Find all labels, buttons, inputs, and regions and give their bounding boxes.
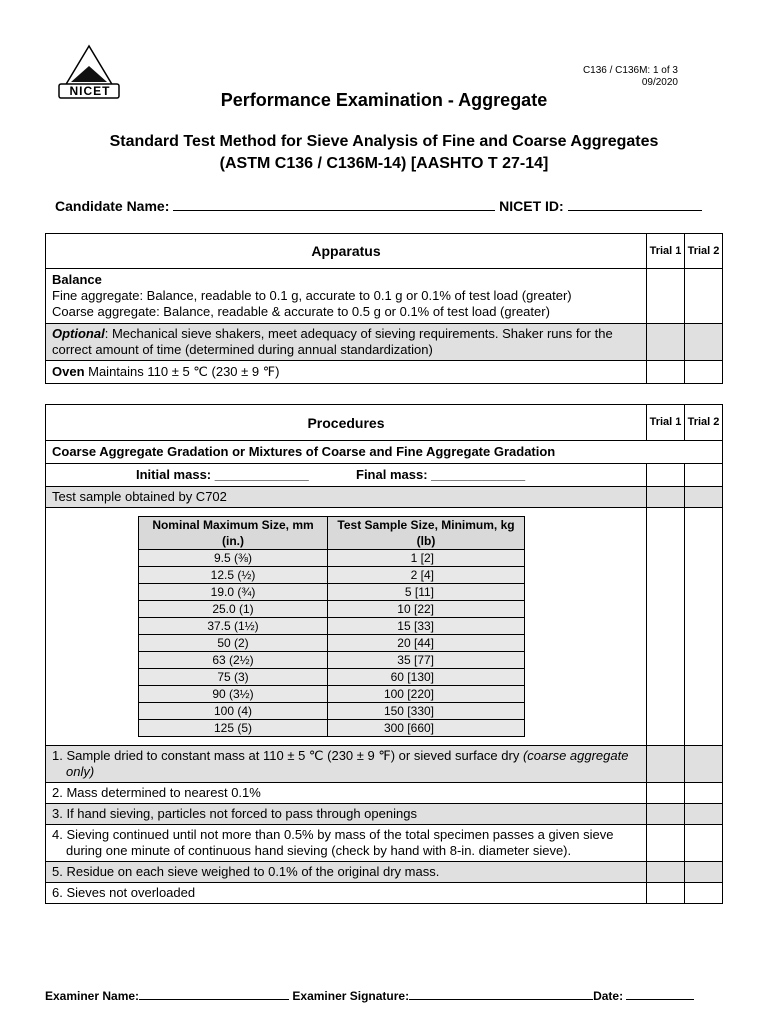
step-3-trial-2-check[interactable] <box>685 804 723 825</box>
step-4-row <box>46 825 723 862</box>
size-trial-2-check[interactable] <box>685 508 723 746</box>
sample-mass-cell: 2 [4] <box>328 567 525 584</box>
size-table-row <box>139 618 525 635</box>
nominal-size-cell: 125 (5) <box>139 720 328 737</box>
balance-trial-1-check[interactable] <box>647 269 685 324</box>
balance-title: Balance <box>52 272 102 287</box>
optional-row <box>46 324 723 361</box>
step-6-row <box>46 883 723 904</box>
sample-size-row <box>46 508 723 746</box>
trial-1-header: Trial 1 <box>647 234 685 269</box>
nominal-size-cell: 9.5 (⅜) <box>139 550 328 567</box>
candidate-name-field[interactable] <box>173 197 495 211</box>
trial-2-header: Trial 2 <box>685 405 723 441</box>
size-table-row <box>139 584 525 601</box>
final-mass-label: Final mass: _____________ <box>356 467 526 482</box>
mass-trial-1-check[interactable] <box>647 464 685 487</box>
size-table-row <box>139 686 525 703</box>
sample-mass-cell: 100 [220] <box>328 686 525 703</box>
examiner-footer <box>45 986 694 1003</box>
sample-size-table <box>138 516 525 737</box>
examiner-signature-label: Examiner Signature: <box>292 989 410 1003</box>
subtitle-line-2: (ASTM C136 / C136M-14) [AASHTO T 27-14] <box>219 155 549 172</box>
balance-fine: Fine aggregate: Balance, readable to 0.1 g, accurate to 0.1 g or 0.1% of test load (greater) <box>52 288 572 303</box>
mass-row <box>46 464 723 487</box>
size-table-row <box>139 669 525 686</box>
nominal-size-cell: 19.0 (¾) <box>139 584 328 601</box>
step-1-trial-1-check[interactable] <box>647 746 685 783</box>
size-trial-1-check[interactable] <box>647 508 685 746</box>
logo-text: NICET <box>69 84 111 98</box>
page-subtitle <box>0 131 768 175</box>
examiner-signature-field[interactable] <box>409 986 593 1000</box>
step-2-row <box>46 783 723 804</box>
procedures-heading: Procedures <box>46 405 647 441</box>
examiner-name-field[interactable] <box>139 986 289 1000</box>
nominal-size-cell: 75 (3) <box>139 669 328 686</box>
oven-trial-1-check[interactable] <box>647 361 685 384</box>
page-title: Performance Examination - Aggregate <box>220 90 548 110</box>
mass-col-header: Test Sample Size, Minimum, kg (lb) <box>328 517 525 550</box>
sample-mass-cell: 20 [44] <box>328 635 525 652</box>
step-1-trial-2-check[interactable] <box>685 746 723 783</box>
subtitle-line-1: Standard Test Method for Sieve Analysis of Fine and Coarse Aggregates <box>109 133 659 150</box>
step-3-trial-1-check[interactable] <box>647 804 685 825</box>
nominal-size-cell: 63 (2½) <box>139 652 328 669</box>
optional-trial-2-check[interactable] <box>685 324 723 361</box>
sample-mass-cell: 60 [130] <box>328 669 525 686</box>
step-5-trial-2-check[interactable] <box>685 862 723 883</box>
balance-trial-2-check[interactable] <box>685 269 723 324</box>
step-6-trial-1-check[interactable] <box>647 883 685 904</box>
size-col-header: Nominal Maximum Size, mm (in.) <box>139 517 328 550</box>
balance-coarse: Coarse aggregate: Balance, readable & accurate to 0.5 g or 0.1% of test load (greater) <box>52 304 550 319</box>
step-6-trial-2-check[interactable] <box>685 883 723 904</box>
step-1-row <box>46 746 723 783</box>
trial-2-header: Trial 2 <box>685 234 723 269</box>
step-1-note: (coarse aggregate only) <box>66 748 629 779</box>
oven-text: Maintains 110 ± 5 ℃ (230 ± 9 ℉) <box>84 364 280 379</box>
nominal-size-cell: 100 (4) <box>139 703 328 720</box>
size-table-row <box>139 601 525 618</box>
sample-trial-2-check[interactable] <box>685 487 723 508</box>
candidate-name-label: Candidate Name: <box>55 198 170 214</box>
step-4-text: 4. Sieving continued until not more than 0.5% by mass of the total specimen passes a given sieve during one minute of continuous hand sieving (check by hand with 8-in. diameter sieve). <box>46 825 647 862</box>
apparatus-table <box>45 233 723 384</box>
sample-mass-cell: 1 [2] <box>328 550 525 567</box>
step-3-text: 3. If hand sieving, particles not forced to pass through openings <box>46 804 647 825</box>
sample-mass-cell: 15 [33] <box>328 618 525 635</box>
step-2-trial-2-check[interactable] <box>685 783 723 804</box>
mass-trial-2-check[interactable] <box>685 464 723 487</box>
nominal-size-cell: 25.0 (1) <box>139 601 328 618</box>
balance-row <box>46 269 723 324</box>
step-5-trial-1-check[interactable] <box>647 862 685 883</box>
apparatus-heading: Apparatus <box>46 234 647 269</box>
initial-mass-label: Initial mass: _____________ <box>136 467 309 482</box>
section-title: Coarse Aggregate Gradation or Mixtures of Coarse and Fine Aggregate Gradation <box>46 441 723 464</box>
oven-trial-2-check[interactable] <box>685 361 723 384</box>
size-table-row <box>139 720 525 737</box>
sample-mass-cell: 300 [660] <box>328 720 525 737</box>
nicet-id-label: NICET ID: <box>499 198 564 214</box>
oven-label: Oven <box>52 364 85 379</box>
nominal-size-cell: 50 (2) <box>139 635 328 652</box>
nominal-size-cell: 90 (3½) <box>139 686 328 703</box>
size-table-row <box>139 652 525 669</box>
procedures-table <box>45 404 723 904</box>
optional-label: Optional <box>52 326 105 341</box>
step-4-trial-2-check[interactable] <box>685 825 723 862</box>
step-2-trial-1-check[interactable] <box>647 783 685 804</box>
trial-1-header: Trial 1 <box>647 405 685 441</box>
nicet-id-field[interactable] <box>568 197 702 211</box>
candidate-row <box>55 197 702 214</box>
step-4-trial-1-check[interactable] <box>647 825 685 862</box>
size-table-row <box>139 703 525 720</box>
examiner-name-label: Examiner Name: <box>45 989 140 1003</box>
sample-mass-cell: 5 [11] <box>328 584 525 601</box>
sample-obtained-text: Test sample obtained by C702 <box>46 487 647 508</box>
sample-mass-cell: 150 [330] <box>328 703 525 720</box>
nominal-size-cell: 37.5 (1½) <box>139 618 328 635</box>
doc-date: 09/2020 <box>641 77 678 88</box>
size-table-row <box>139 550 525 567</box>
step-3-row <box>46 804 723 825</box>
oven-row <box>46 361 723 384</box>
sample-trial-1-check[interactable] <box>647 487 685 508</box>
document-number <box>583 65 678 89</box>
date-field[interactable] <box>626 986 694 1000</box>
size-table-row <box>139 635 525 652</box>
size-table-row <box>139 567 525 584</box>
sample-mass-cell: 10 [22] <box>328 601 525 618</box>
step-1-text: 1. Sample dried to constant mass at 110 ± 5 ℃ (230 ± 9 ℉) or sieved surface dry <box>52 748 523 763</box>
doc-number: C136 / C136M: 1 of 3 <box>582 65 678 76</box>
date-label: Date: <box>593 989 624 1003</box>
sample-obtained-row <box>46 487 723 508</box>
step-6-text: 6. Sieves not overloaded <box>46 883 647 904</box>
optional-trial-1-check[interactable] <box>647 324 685 361</box>
step-5-row <box>46 862 723 883</box>
step-2-text: 2. Mass determined to nearest 0.1% <box>46 783 647 804</box>
optional-text: : Mechanical sieve shakers, meet adequacy of sieving requirements. Shaker runs for the correct amount of time (determined during annual standardization) <box>52 326 613 357</box>
sample-mass-cell: 35 [77] <box>328 652 525 669</box>
nominal-size-cell: 12.5 (½) <box>139 567 328 584</box>
step-5-text: 5. Residue on each sieve weighed to 0.1% of the original dry mass. <box>46 862 647 883</box>
